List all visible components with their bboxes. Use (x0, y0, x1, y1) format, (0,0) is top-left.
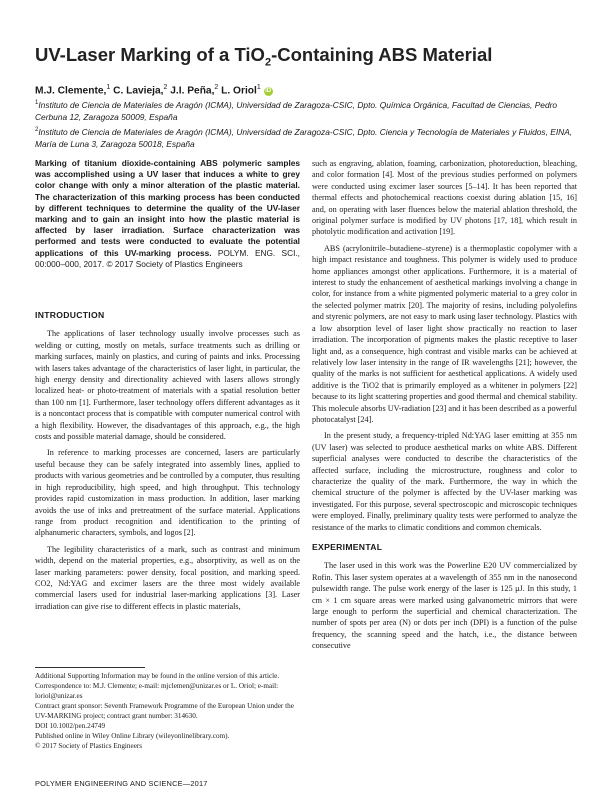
affiliation-number: 1 (35, 100, 39, 106)
author-list (35, 84, 273, 96)
journal-reference: POLYM. ENG. SCI., 00:000–000, 2017. © 2017 Society of Plastics Engineers (35, 247, 300, 269)
author-affiliation-mark: 2 (214, 84, 219, 91)
section-heading-experimental: EXPERIMENTAL (312, 542, 383, 552)
author-affiliation-mark: 2 (163, 84, 168, 91)
paragraph: In reference to marking processes are concerned, lasers are particularly useful because they can be safely integrated into assembly lines, applied to products with various geometries and be controlled by a computer, thus resulting in high reproducibility, high speed, and high throughput. This technology provides rapid customization in mass production. In addition, laser marking avoids the use of inks and pretreatment of the surface material. Applications range from product recognition and identification to the printing of alphanumeric characters, symbols, and logos [2]. (35, 448, 300, 538)
orcid-icon[interactable]: iD (265, 88, 272, 95)
title-prefix: UV-Laser Marking of a TiO (35, 44, 265, 65)
footnote-divider (35, 667, 145, 668)
author-affiliation-mark: 1 (256, 84, 261, 91)
left-column (35, 310, 300, 612)
page-footer: POLYMER ENGINEERING AND SCIENCE—2017 (35, 779, 208, 788)
footnote: © 2017 Society of Plastics Engineers (35, 742, 143, 750)
footnotes (35, 671, 300, 751)
paper-title (35, 44, 575, 69)
footnote: Correspondence to: M.J. Clemente; e-mail: mjclemen@unizar.es or L. Oriol; e-mail: loriol@unizar.es (35, 682, 279, 700)
affiliation-2 (35, 124, 580, 151)
paragraph: The legibility characteristics of a mark, such as contrast and minimum width, depend on the material properties, e.g., absorptivity, as well as on the laser marking parameters: power density, focal position, and marking speed. CO2, Nd:YAG and excimer lasers are the three most widely available commercial lasers used for industrial laser-marking applications [3]. Laser irradiation can give rise to different effects in plastic materials, (35, 544, 300, 611)
affiliation-number: 2 (35, 127, 39, 133)
affiliation-text: Instituto de Ciencia de Materiales de Aragón (ICMA), Universidad de Zaragoza-CSIC, Dpto. Ciencia y Tecnología de Materiales y Fluidos, EINA, María de Luna 3, Zaragoza 50018, España (35, 126, 573, 150)
footnote: Additional Supporting Information may be found in the online version of this article. (35, 672, 280, 680)
paragraph: ABS (acrylonitrile–butadiene–styrene) is a thermoplastic copolymer with a high impact resistance and toughness. This polymer is widely used to produce home appliances amongst other applications. Furthermore, it is a material of interest to study the enhancement of aesthetical markings involving a change in color, for instance from a white pigmented polymeric material to a grey color in the selected polymer matrix [20]. The majority of resins, including polyolefins and styrenic polymers, are not easy to mark using laser technology. Plastics with a low absorption level of laser light show practically no reaction to laser irradiation. The incorporation of pigments makes the plastic receptive to laser light and, as a consequence, high contrast and visible marks can be achieved at relatively low laser intensity in the range of IR wavelengths [21]; however, the quality of the marks is not sufficient for aesthetical applications. A widely used additive is the TiO2 that is primarily employed as a whitener in polymers [22] because to its light scattering properties and good thermal and chemical stability. This molecule absorbs UV-radiation [23] and it has been described as a powerful photocatalyst [24]. (312, 243, 577, 424)
section-heading-introduction: INTRODUCTION (35, 310, 105, 320)
right-column (312, 158, 577, 652)
title-suffix: -Containing ABS Material (271, 44, 493, 65)
paragraph: The applications of laser technology usually involve processes such as welding or cutting, mostly on metals, surface treatments such as drilling or marking surfaces, mainly on plastics, and curing of paints and inks. Processing with lasers takes advantage of the characteristics of laser light, in particular, the high energy density and directionality achieved with lasers allows strongly localized heat- or photo-treatment of materials with a spatial resolution better than 100 nm [1]. Furthermore, laser technology offers different advantages as it is a noncontact process that is compatible with computer numerical control with a high flexibility. However, the disadvantages of this approach, e.g., the high costs and possible material damage, should be considered. (35, 329, 300, 442)
affiliation-1 (35, 97, 580, 124)
paragraph: The laser used in this work was the Powerline E20 UV commercialized by Rofin. This laser system operates at a wavelength of 355 nm in the nanosecond pulsewidth range. The pulse work energy of the laser is 125 μJ. In this study, 1 cm × 1 cm square areas were marked using galvanometric mirrors that were large enough to perform the superficial and chemical characterization. The number of spots per area (N) or dots per inch (DPI) is a function of the pulse frequency, the scanning speed and the hatch, i.e., the distance between consecutive (312, 561, 577, 651)
author-name: M.J. Clemente, (35, 85, 107, 97)
abstract-text: Marking of titanium dioxide-containing ABS polymeric samples was accomplished using a UV laser that induces a white to grey color change with only a minor alteration of the plastic material. The characterization of this marking process has been conducted by different techniques to determine the quality of the UV-laser marking and to gain an insight into how the plastic material is affected by laser irradiation. Surface characterization was performed and tests were conducted to evaluate the potential applications of this UV-marking process. (35, 158, 300, 258)
affiliation-text: Instituto de Ciencia de Materiales de Aragón (ICMA), Universidad de Zaragoza-CSIC, Dpto. Química Orgánica, Facultad de Ciencias, Pedro Cerbuna 12, Zaragoza 50009, España (35, 99, 558, 123)
footnote: DOI 10.1002/pen.24749 (35, 722, 106, 730)
abstract (35, 158, 300, 270)
paragraph: In the present study, a frequency-tripled Nd:YAG laser emitting at 355 nm (UV laser) was selected to produce aesthetical marks on white ABS. Different superficial analyses were conducted to describe the characteristics of the affected surface, including the microstructure, roughness and color to characterize the quality of the mark. Furthermore, the way in which the chemical structure of the polymer is affected by the UV-laser marking was investigated. For this purpose, several spectroscopic and microscopic techniques were employed. Finally, preliminary quality tests were performed to analyze the resistance of the marks to climatic conditions and common chemicals. (312, 431, 577, 532)
title-subscript: 2 (264, 56, 272, 69)
author-affiliation-mark: 1 (106, 84, 111, 91)
paragraph: such as engraving, ablation, foaming, carbonization, photoreduction, bleaching, and color formation [4]. Most of the previous studies performed on polymers were conducted using excimer laser sources [5–14]. It has been reported that thermal effects and photochemical reactions coexist during ablation [15, 16] and, on operating with laser fluences below the material ablation threshold, the original polymer surface is modified by UV photons [17, 18], which result in photolytic modification and activation [19]. (312, 159, 577, 237)
footnote: Published online in Wiley Online Library (wileyonlinelibrary.com). (35, 732, 230, 740)
author-name: L. Oriol (221, 85, 257, 97)
author-name: C. Lavieja, (113, 85, 164, 97)
author-name: J.I. Peña, (170, 85, 215, 97)
footnote: Contract grant sponsor: Seventh Framework Programme of the European Union under the UV-MARKING project; contract grant number: 314630. (35, 702, 294, 720)
